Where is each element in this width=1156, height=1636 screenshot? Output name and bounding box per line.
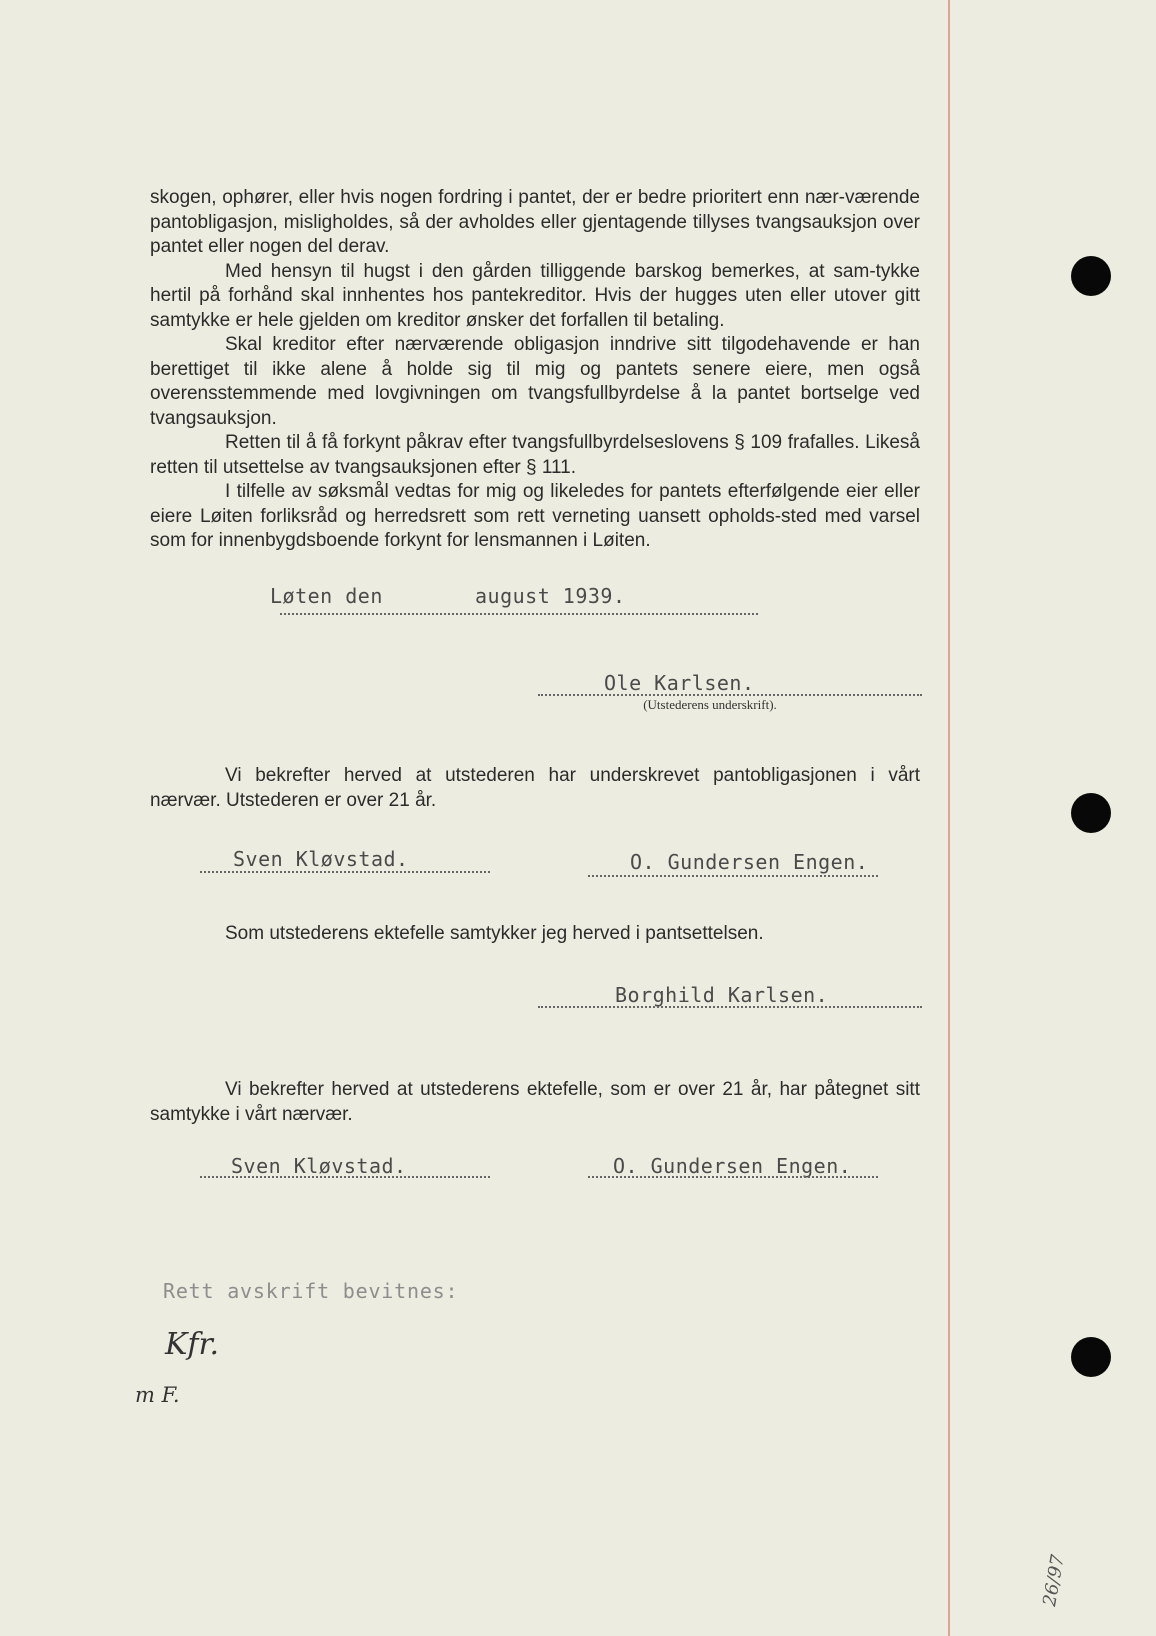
spouse-statement: Som utstederens ektefelle samtykker jeg herved i pantsettelsen. [225, 923, 764, 944]
body-paragraph: skogen, ophører, eller hvis nogen fordring i pantet, der er bedre prioritert enn nær-værende pantobligasjon, misligholdes, så der avholdes eller gjentagende tillyses tvangsauksjon over pantet eller nogen del derav. [150, 187, 920, 257]
witness-signature-line [588, 875, 878, 877]
witness-signature-line [588, 1176, 878, 1178]
punch-hole [1071, 793, 1111, 833]
date-value: august 1939. [475, 584, 626, 608]
spouse-witness-statement: Vi bekrefter herved at utstederens ektefelle, som er over 21 år, har påtegnet sitt samtykke i vårt nærvær. [150, 1079, 920, 1125]
witness-signature-line [200, 1176, 490, 1178]
body-paragraph: Skal kreditor efter nærværende obligasjon inndrive sitt tilgodehavende er han berettiget til ikke alene å holde sig til mig og pantets senere eiere, men også overensstemmende med lovgivningen om tvangsfullbyrdelse å la pantet bortselge ved tvangsauksjon. [150, 334, 920, 429]
punch-hole [1071, 256, 1111, 296]
body-paragraph: Med hensyn til hugst i den gården tilliggende barskog bemerkes, at sam-tykke hertil på forhånd skal innhentes hos pantekreditor. Hvis der hugges uten eller utover gitt samtykke er hele gjelden om kreditor ønsker det forfallen til betaling. [150, 260, 920, 331]
spouse-signature: Borghild Karlsen. [615, 983, 829, 1007]
witness-signature-line [200, 871, 490, 873]
issuer-caption: (Utstederens underskrift). [643, 697, 777, 712]
obligation-body [150, 186, 920, 554]
certification-text: Rett avskrift bevitnes: [163, 1279, 459, 1303]
handwritten-initials: Kfr. [165, 1327, 220, 1362]
spouse-signature-line [538, 1006, 922, 1008]
margin-rule [948, 0, 950, 1636]
folio-note: 26/97 [1039, 1553, 1069, 1608]
witness-signature: O. Gundersen Engen. [630, 850, 869, 874]
witness-signature: Sven Kløvstad. [231, 1154, 407, 1178]
issuer-signature-line [538, 694, 922, 696]
place-label: Løten den [270, 584, 383, 608]
witness-statement: Vi bekrefter herved at utstederen har underskrevet pantobligasjonen i vårt nærvær. Utstederen er over 21 år. [150, 765, 920, 811]
issuer-signature: Ole Karlsen. [604, 671, 755, 695]
body-paragraph: Retten til å få forkynt påkrav efter tvangsfullbyrdelseslovens § 109 frafalles. Likeså retten til utsettelse av tvangsauksjonen efter § 111. [150, 432, 920, 478]
handwritten-initials: m F. [135, 1383, 180, 1407]
body-paragraph: I tilfelle av søksmål vedtas for mig og likeledes for pantets efterfølgende eier eller eiere Løiten forliksråd og herredsrett som rett verneting uansett opholds-sted med varsel som for innenbygdsboende forkynt for lensmannen i Løiten. [150, 481, 920, 551]
date-line [280, 613, 758, 615]
witness-signature: O. Gundersen Engen. [613, 1154, 852, 1178]
witness-signature: Sven Kløvstad. [233, 847, 409, 871]
punch-hole [1071, 1337, 1111, 1377]
